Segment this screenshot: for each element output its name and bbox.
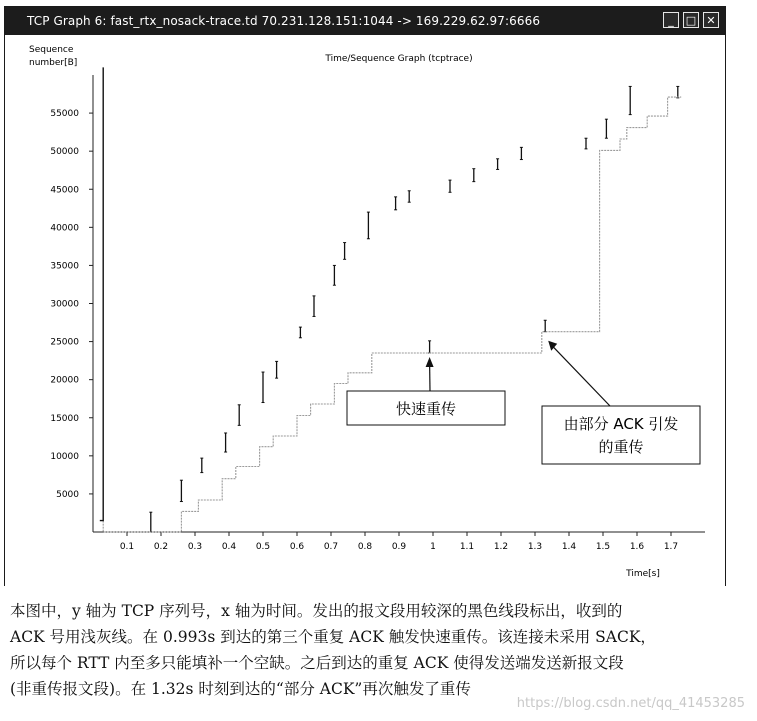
minimize-button[interactable]: _ bbox=[663, 12, 679, 28]
x-tick-label: 0.7 bbox=[323, 542, 339, 552]
y-tick-label: 30000 bbox=[50, 299, 79, 310]
figure-caption bbox=[10, 598, 750, 702]
x-tick-label: 1.6 bbox=[629, 542, 645, 552]
window-controls bbox=[663, 12, 719, 28]
y-tick-label: 55000 bbox=[50, 109, 79, 120]
y-tick-label: 20000 bbox=[50, 375, 79, 386]
x-tick-label: 0.5 bbox=[255, 542, 271, 552]
chart-title: Time/Sequence Graph (tcptrace) bbox=[325, 54, 473, 64]
x-axis-label: Time[s] bbox=[626, 569, 660, 579]
watermark: https://blog.csdn.net/qq_41453285 bbox=[516, 696, 745, 711]
x-tick-label: 0.1 bbox=[119, 542, 135, 552]
x-tick-label: 1.3 bbox=[527, 542, 543, 552]
x-tick-label: 1.4 bbox=[561, 542, 577, 552]
x-tick-label: 1 bbox=[430, 542, 436, 552]
chart-area bbox=[5, 35, 725, 586]
maximize-button[interactable]: □ bbox=[683, 12, 699, 28]
y-tick-label: 15000 bbox=[50, 413, 79, 424]
window-titlebar[interactable] bbox=[5, 7, 725, 35]
caption-line: 所以每个 RTT 内至多只能填补一个空缺。之后到达的重复 ACK 使得发送端发送新报文段 bbox=[10, 654, 624, 672]
close-button[interactable]: ✕ bbox=[703, 12, 719, 28]
caption-line: 本图中，y 轴为 TCP 序列号，x 轴为时间。发出的报文段用较深的黑色线段标出，收到的 bbox=[10, 602, 623, 620]
annotation-label: 快速重传 bbox=[395, 400, 457, 418]
x-tick-label: 0.8 bbox=[357, 542, 373, 552]
x-tick-label: 1.2 bbox=[493, 542, 509, 552]
caption-line: ACK 号用浅灰线。在 0.993s 到达的第三个重复 ACK 触发快速重传。该连接未采用 SACK， bbox=[10, 628, 656, 646]
y-axis-label-line-2: number[B] bbox=[29, 58, 78, 68]
tick-labels bbox=[50, 109, 678, 552]
annotation-label: 由部分 ACK 引发 bbox=[563, 415, 679, 433]
annotation-arrowhead bbox=[426, 357, 434, 367]
time-sequence-chart bbox=[5, 35, 725, 586]
y-tick-label: 10000 bbox=[50, 451, 79, 462]
x-tick-label: 1.7 bbox=[663, 542, 679, 552]
ack-line bbox=[103, 97, 681, 532]
annotations bbox=[347, 341, 700, 464]
window-title: TCP Graph 6: fast_rtx_nosack-trace.td 70.231.128.151:1044 -> 169.229.62.97:6666 bbox=[27, 14, 541, 28]
y-tick-label: 40000 bbox=[50, 223, 79, 234]
y-tick-label: 35000 bbox=[50, 261, 79, 272]
x-tick-label: 0.3 bbox=[187, 542, 203, 552]
x-tick-label: 1.5 bbox=[595, 542, 611, 552]
syn-line bbox=[100, 67, 103, 520]
y-tick-label: 5000 bbox=[56, 489, 79, 500]
y-tick-label: 50000 bbox=[50, 147, 79, 158]
y-axis-label-line-1: Sequence bbox=[29, 45, 74, 55]
annotation-label: 的重传 bbox=[598, 438, 644, 456]
caption-line: (非重传报文段)。在 1.32s 时刻到达的“部分 ACK”再次触发了重传 bbox=[10, 680, 471, 698]
x-tick-label: 1.1 bbox=[459, 542, 475, 552]
y-tick-label: 25000 bbox=[50, 337, 79, 348]
y-tick-label: 45000 bbox=[50, 185, 79, 196]
annotation-arrow bbox=[552, 346, 610, 406]
x-tick-label: 0.2 bbox=[153, 542, 169, 552]
x-tick-label: 0.4 bbox=[221, 542, 237, 552]
x-tick-label: 0.6 bbox=[289, 542, 305, 552]
tcp-graph-window bbox=[4, 6, 726, 586]
x-tick-label: 0.9 bbox=[391, 542, 407, 552]
axes bbox=[89, 75, 705, 536]
